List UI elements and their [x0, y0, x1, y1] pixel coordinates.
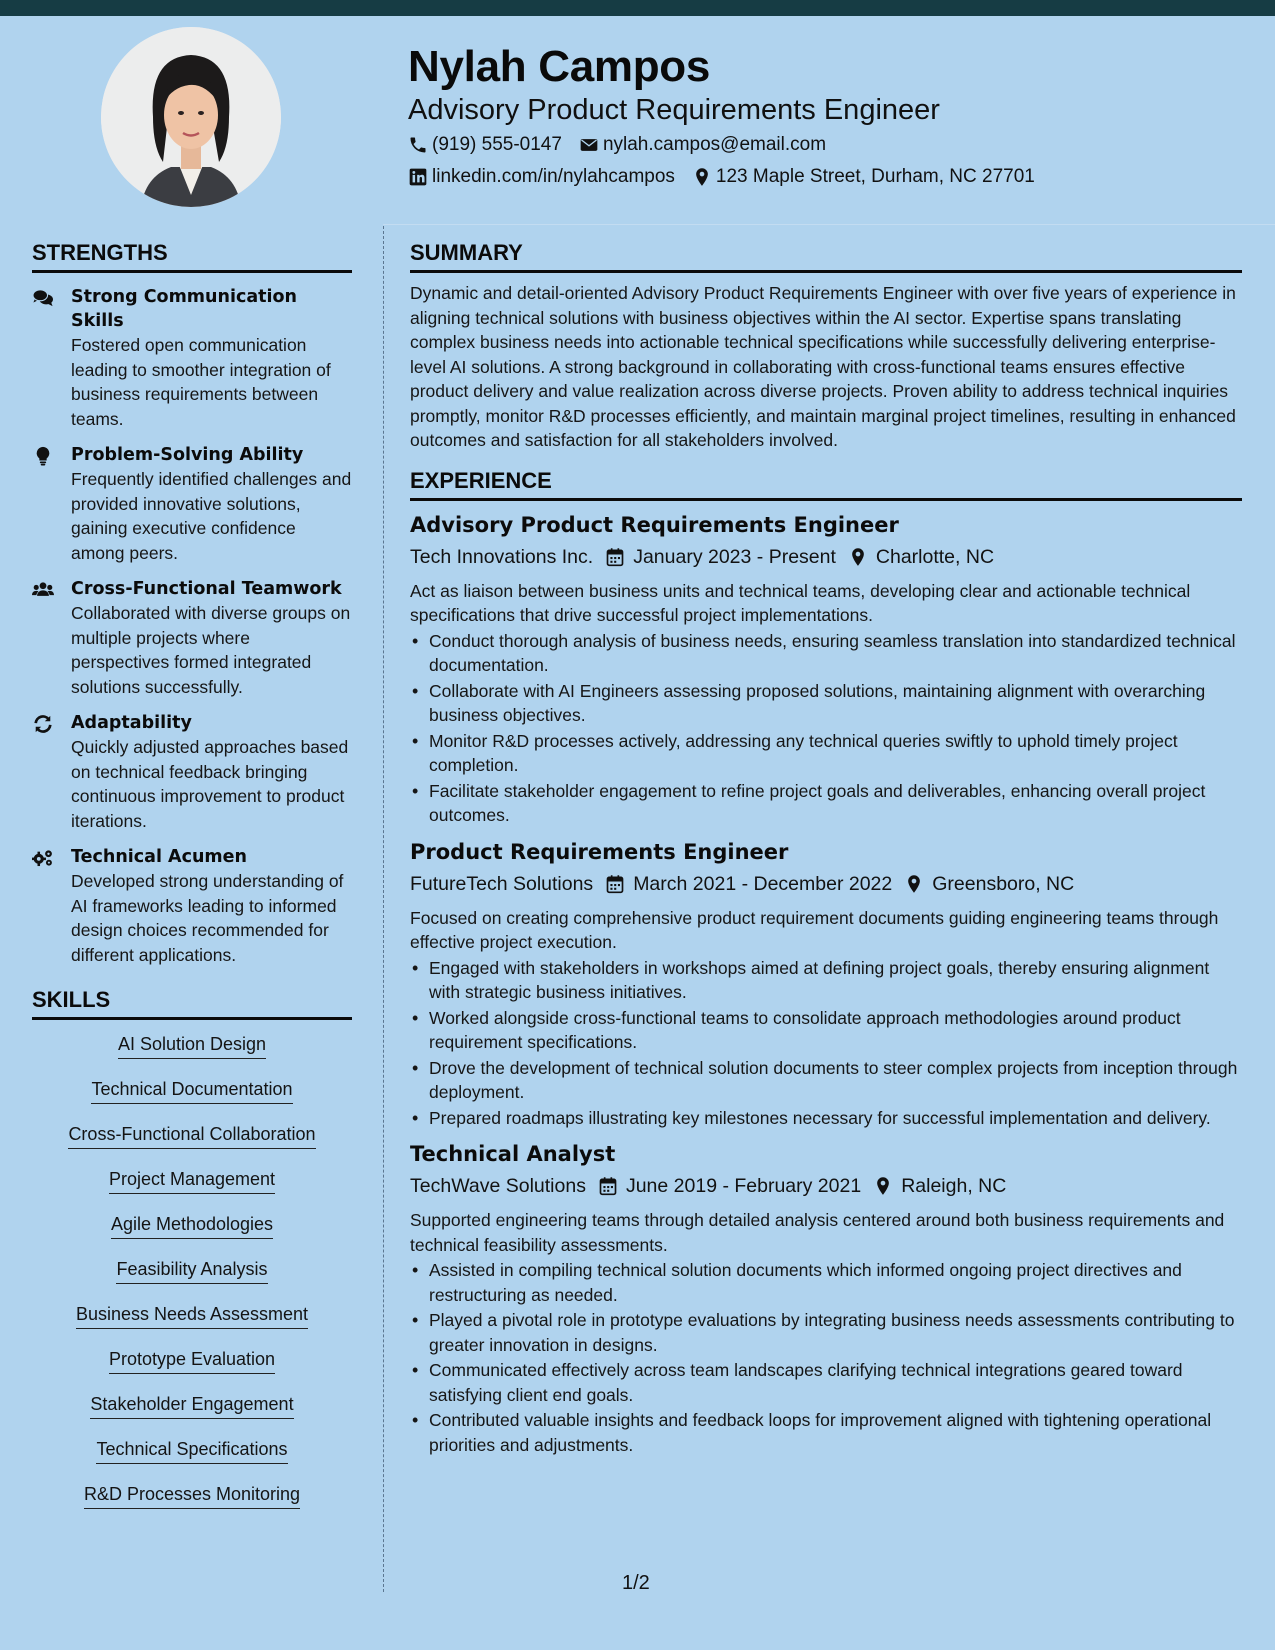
job-bullets — [410, 956, 1242, 1131]
lightbulb-icon — [32, 446, 54, 466]
skill-label: R&D Processes Monitoring — [84, 1484, 300, 1509]
column-divider — [383, 226, 384, 1592]
job-company: TechWave Solutions — [410, 1175, 586, 1197]
strengths-list — [32, 285, 352, 967]
job-company: FutureTech Solutions — [410, 872, 594, 895]
address-contact — [692, 166, 1035, 188]
job-company: Tech Innovations Inc. — [410, 545, 594, 568]
comments-icon — [32, 288, 54, 308]
strength-title: Problem-Solving Ability — [71, 445, 304, 465]
strength-item — [32, 845, 352, 967]
job-dates: March 2021 - December 2022 — [633, 872, 893, 895]
skill-item — [32, 1165, 352, 1210]
strength-desc: Developed strong understanding of AI frameworks leading to informed design choices recommended for different applications. — [71, 871, 344, 965]
job-bullet: • Prepared roadmaps illustrating key milestones necessary for successful implementation and delivery. — [410, 1106, 1242, 1131]
map-marker-icon — [692, 167, 712, 187]
contact-row-1 — [408, 134, 843, 156]
skill-item — [32, 1480, 352, 1525]
skill-label: Project Management — [109, 1169, 275, 1194]
skill-item — [32, 1255, 352, 1300]
address-text: 123 Maple Street, Durham, NC 27701 — [715, 166, 1035, 187]
profile-photo — [101, 27, 281, 207]
skill-label: Business Needs Assessment — [76, 1304, 308, 1329]
job-title: Advisory Product Requirements Engineer — [410, 512, 899, 537]
skill-label: Feasibility Analysis — [116, 1259, 267, 1284]
map-marker-icon — [848, 547, 868, 567]
left-column — [32, 240, 352, 1525]
skill-item — [32, 1075, 352, 1120]
page-number: 1/2 — [622, 1572, 650, 1594]
strengths-heading: STRENGTHS — [32, 240, 352, 273]
phone-icon — [408, 135, 428, 155]
strength-title: Adaptability — [71, 713, 192, 733]
skill-label: Prototype Evaluation — [109, 1349, 275, 1374]
strength-desc: Collaborated with diverse groups on multiple projects where perspectives formed integrated solutions successfully. — [71, 603, 351, 697]
email-text: nylah.campos@email.com — [602, 134, 827, 155]
strength-item — [32, 443, 352, 565]
skill-item — [32, 1435, 352, 1480]
linkedin-text: linkedin.com/in/nylahcampos — [432, 166, 675, 187]
calendar-icon — [605, 874, 625, 894]
job-bullet: • Contributed valuable insights and feedback loops for improvement aligned with tightening operational priorities and adjustments. — [410, 1408, 1242, 1457]
sync-icon — [32, 714, 54, 734]
cogs-icon — [32, 848, 54, 868]
job-entry — [410, 838, 1242, 1131]
phone-text: (919) 555-0147 — [432, 134, 562, 155]
job-bullet: • Drove the development of technical solution documents to steer complex projects from inception through deployment. — [410, 1056, 1242, 1105]
strength-item — [32, 285, 352, 431]
strength-desc: Fostered open communication leading to smoother integration of business requirements between teams. — [71, 335, 331, 429]
skills-list — [32, 1030, 352, 1525]
strength-title: Technical Acumen — [71, 847, 247, 867]
job-title: Product Requirements Engineer — [410, 839, 789, 864]
job-bullet: • Facilitate stakeholder engagement to refine project goals and deliverables, enhancing overall project outcomes. — [410, 779, 1242, 828]
header-divider — [383, 224, 1275, 225]
job-location: Greensboro, NC — [932, 872, 1075, 895]
contact-row-2 — [408, 166, 1052, 188]
skills-heading: SKILLS — [32, 987, 352, 1020]
job-bullet: • Monitor R&D processes actively, addressing any technical queries swiftly to uphold timely project completion. — [410, 729, 1242, 778]
job-bullet: • Worked alongside cross-functional teams to consolidate approach methodologies around product requirement specifications. — [410, 1006, 1242, 1055]
summary-text: Dynamic and detail-oriented Advisory Product Requirements Engineer with over five years of experience in aligning technical solutions with business objectives within the AI sector. Expertise spans translating complex business needs into actionable technical specifications while successfully delivering enterprise-level AI solutions. A strong background in collaborating with cross-functional teams ensures effective product delivery and value realization across diverse projects. Proven ability to address technical inquiries promptly, monitor R&D processes efficiently, and maintain marginal project timelines, resulting in enhanced outcomes and satisfaction for all stakeholders involved. — [410, 283, 1236, 450]
skill-label: Cross-Functional Collaboration — [68, 1124, 315, 1149]
job-description: Act as liaison between business units and technical teams, developing clear and actionable technical specifications that drive successful project implementations. — [410, 580, 1191, 625]
top-bar — [0, 0, 1275, 16]
job-meta — [410, 1172, 1242, 1200]
job-bullet: • Played a pivotal role in prototype evaluations by integrating business needs assessments contributing to greater innovation in designs. — [410, 1308, 1242, 1357]
job-meta — [410, 870, 1242, 898]
job-bullet: • Collaborate with AI Engineers assessing proposed solutions, maintaining alignment with overarching business objectives. — [410, 679, 1242, 728]
skill-label: Technical Documentation — [91, 1079, 292, 1104]
experience-heading: EXPERIENCE — [410, 468, 1242, 501]
strength-item — [32, 577, 352, 699]
strength-desc: Quickly adjusted approaches based on technical feedback bringing continuous improvement to product iterations. — [71, 737, 349, 831]
skill-item — [32, 1210, 352, 1255]
linkedin-icon — [408, 167, 428, 187]
calendar-icon — [598, 1176, 618, 1196]
skill-label: AI Solution Design — [118, 1034, 266, 1059]
skill-item — [32, 1390, 352, 1435]
job-meta — [410, 543, 1242, 571]
job-title: Technical Analyst — [410, 1142, 616, 1166]
phone-contact[interactable] — [408, 134, 562, 156]
right-column — [410, 240, 1242, 1458]
job-description: Supported engineering teams through detailed analysis centered around both business requirements and technical feasibility assessments. — [410, 1210, 1225, 1255]
email-contact[interactable] — [579, 134, 826, 156]
job-bullets — [410, 629, 1242, 828]
strength-title: Strong Communication Skills — [71, 287, 297, 331]
skill-item — [32, 1300, 352, 1345]
skill-label: Agile Methodologies — [111, 1214, 273, 1239]
job-bullets — [410, 1258, 1242, 1457]
job-entry — [410, 511, 1242, 828]
job-dates: June 2019 - February 2021 — [625, 1175, 862, 1197]
job-bullet: • Engaged with stakeholders in workshops aimed at defining project goals, thereby ensuring alignment with strategic business initiatives. — [410, 956, 1242, 1005]
strength-item — [32, 711, 352, 833]
job-bullet: • Assisted in compiling technical solution documents which informed ongoing project directives and restructuring as needed. — [410, 1258, 1242, 1307]
candidate-name: Nylah Campos — [408, 42, 711, 91]
job-dates: January 2023 - Present — [633, 545, 836, 568]
skill-label: Stakeholder Engagement — [90, 1394, 293, 1419]
job-bullet: • Communicated effectively across team landscapes clarifying technical integrations geared toward satisfying client end goals. — [410, 1358, 1242, 1407]
map-marker-icon — [904, 874, 924, 894]
skill-item — [32, 1030, 352, 1075]
job-bullet: • Conduct thorough analysis of business needs, ensuring seamless translation into standardized technical documentation. — [410, 629, 1242, 678]
skill-item — [32, 1345, 352, 1390]
linkedin-contact[interactable] — [408, 166, 675, 188]
job-entry — [410, 1140, 1242, 1457]
job-location: Raleigh, NC — [901, 1175, 1007, 1197]
skill-label: Technical Specifications — [96, 1439, 287, 1464]
map-marker-icon — [873, 1176, 893, 1196]
strength-desc: Frequently identified challenges and provided innovative solutions, gaining executive confidence among peers. — [71, 469, 352, 563]
summary-heading: SUMMARY — [410, 240, 1242, 273]
job-location: Charlotte, NC — [875, 545, 995, 568]
candidate-title: Advisory Product Requirements Engineer — [408, 94, 940, 126]
envelope-icon — [579, 135, 599, 155]
strength-title: Cross-Functional Teamwork — [71, 579, 342, 599]
skill-item — [32, 1120, 352, 1165]
job-description: Focused on creating comprehensive product requirement documents guiding engineering teams through effective project execution. — [410, 907, 1219, 952]
users-icon — [32, 580, 54, 600]
calendar-icon — [605, 547, 625, 567]
